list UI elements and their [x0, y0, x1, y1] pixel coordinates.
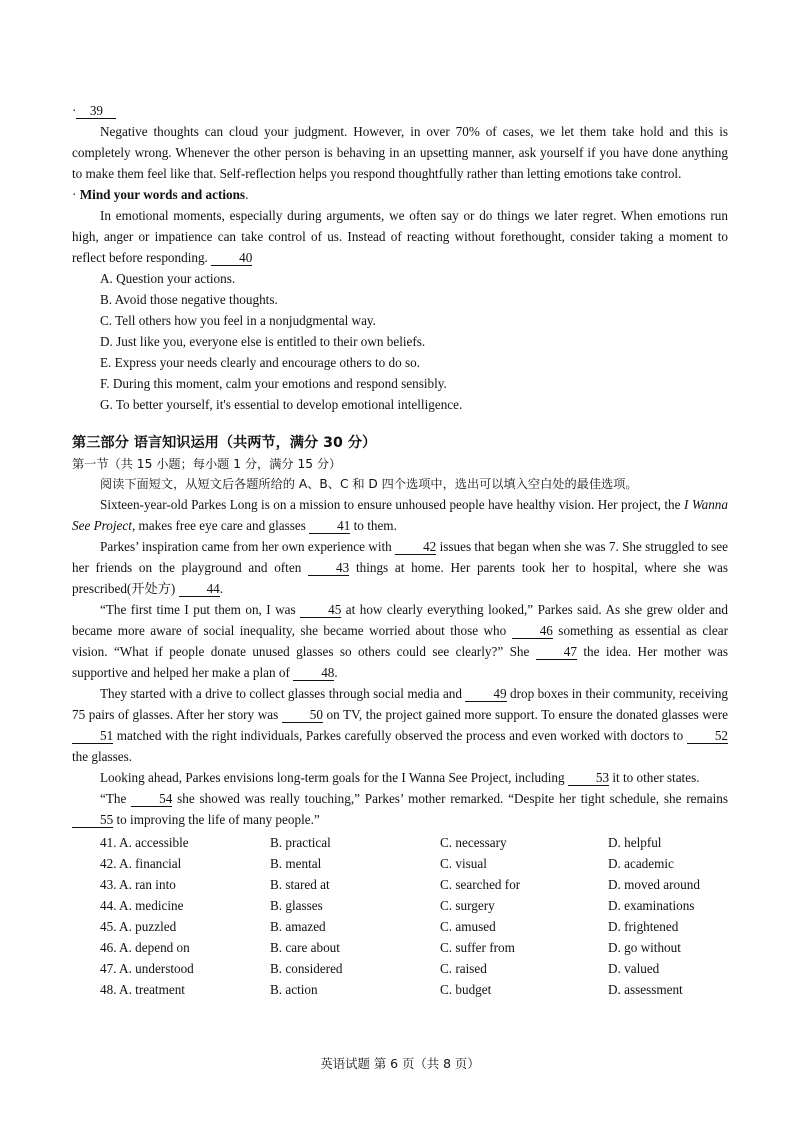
choice-row: 45. A. puzzled B. amazed C. amused D. frightened — [100, 919, 679, 934]
heading-39: · 39 — [72, 100, 728, 121]
cloze-paragraph-2: Parkes’ inspiration came from her own experience with 42 issues that began when she was 7. She struggled to see her friends on the playground and often 43 things at home. Her parents took her to hospital, where she was prescribed(开处方) 44. — [72, 539, 728, 596]
blank-49: 49 — [465, 686, 506, 702]
page-footer: 英语试题 第 6 页（共 8 页） — [320, 1056, 480, 1071]
options-list — [72, 268, 728, 415]
blank-48: 48 — [293, 665, 334, 681]
cloze-paragraph-6: “The 54 she showed was really touching,” Parkes’ mother remarked. “Despite her tight schedule, she remains 55 to improving the life of many people.” — [72, 788, 728, 830]
choice-row: 42. A. financial B. mental C. visual D. academic — [100, 856, 674, 871]
blank-44: 44 — [179, 581, 220, 597]
blank-39: 39 — [76, 103, 116, 119]
blank-51: 51 — [72, 728, 113, 744]
blank-43: 43 — [308, 560, 349, 576]
section-one-title: 第一节（共 15 小题；每小题 1 分，满分 15 分） — [72, 457, 342, 471]
paragraph-39: Negative thoughts can cloud your judgment. However, in over 70% of cases, we let them take hold and this is completely wrong. Whenever the other person is behaving in an upsetting manner, ask yourself if you have done anything to make them feel like that. Self-reflection helps you respond thoughtfully rather than letting emotions take control. — [72, 124, 728, 181]
choice-row: 47. A. understood B. considered C. raised D. valued — [100, 961, 660, 976]
choice-row: 48. A. treatment B. action C. budget D. assessment — [100, 982, 683, 997]
choice-row: 46. A. depend on B. care about C. suffer from D. go without — [100, 940, 681, 955]
choices-table — [72, 832, 728, 1000]
cloze-paragraph-3: “The first time I put them on, I was 45 at how clearly everything looked,” Parkes said. As she grew older and became more aware of social inequality, she became worried about those who 46 something as essential as clear vision. “What if people donate unused glasses so others could see clearly?” She 47 the idea. Her mother was supportive and helped her make a plan of 48. — [72, 602, 728, 680]
blank-47: 47 — [536, 644, 577, 660]
project-title: I Wanna See Project — [72, 497, 728, 533]
blank-40: 40 — [211, 250, 252, 266]
choice-row: 41. A. accessible B. practical C. necessary D. helpful — [100, 835, 662, 850]
blank-54: 54 — [131, 791, 172, 807]
paragraph-40: In emotional moments, especially during arguments, we often say or do things we later regret. When emotions run high, anger or impatience can take control of us. Instead of reacting without forethought, consider taking a moment to reflect before responding. 40 — [72, 208, 728, 265]
instruction: 阅读下面短文，从短文后各题所给的 A、B、C 和 D 四个选项中，选出可以填入空白处的最佳选项。 — [100, 477, 638, 491]
option-g: G. To better yourself, it's essential to develop emotional intelligence. — [100, 397, 463, 412]
choice-row: 44. A. medicine B. glasses C. surgery D. examinations — [100, 898, 695, 913]
option-b: B. Avoid those negative thoughts. — [100, 292, 278, 307]
blank-46: 46 — [512, 623, 553, 639]
option-c: C. Tell others how you feel in a nonjudgmental way. — [100, 313, 376, 328]
blank-42: 42 — [395, 539, 436, 555]
choice-row: 43. A. ran into B. stared at C. searched for D. moved around — [100, 877, 700, 892]
blank-50: 50 — [282, 707, 323, 723]
option-a: A. Question your actions. — [100, 271, 236, 286]
blank-45: 45 — [300, 602, 341, 618]
blank-41: 41 — [309, 518, 350, 534]
option-f: F. During this moment, calm your emotions and respond sensibly. — [100, 376, 447, 391]
blank-53: 53 — [568, 770, 609, 786]
blank-55: 55 — [72, 812, 113, 828]
exam-page — [72, 100, 728, 1000]
option-e: E. Express your needs clearly and encourage others to do so. — [100, 355, 421, 370]
heading-mind-your-words: · Mind your words and actions. — [72, 187, 249, 202]
part-three-title: 第三部分 语言知识运用（共两节，满分 30 分） — [72, 435, 377, 451]
cloze-paragraph-4: They started with a drive to collect glasses through social media and 49 drop boxes in their community, receiving 75 pairs of glasses. After her story was 50 on TV, the project gained more support. To ensure the donated glasses were 51 matched with the right individuals, Parkes carefully observed the process and even worked with doctors to 52 the glasses. — [72, 686, 729, 764]
cloze-paragraph-5: Looking ahead, Parkes envisions long-term goals for the I Wanna See Project, including 53 it to other states. — [100, 770, 700, 785]
option-d: D. Just like you, everyone else is entitled to their own beliefs. — [100, 334, 426, 349]
blank-52: 52 — [687, 728, 728, 744]
cloze-paragraph-1: Sixteen-year-old Parkes Long is on a mission to ensure unhoused people have healthy vision. Her project, the I Wanna See Project, makes free eye care and glasses 41 to them. — [72, 497, 728, 533]
